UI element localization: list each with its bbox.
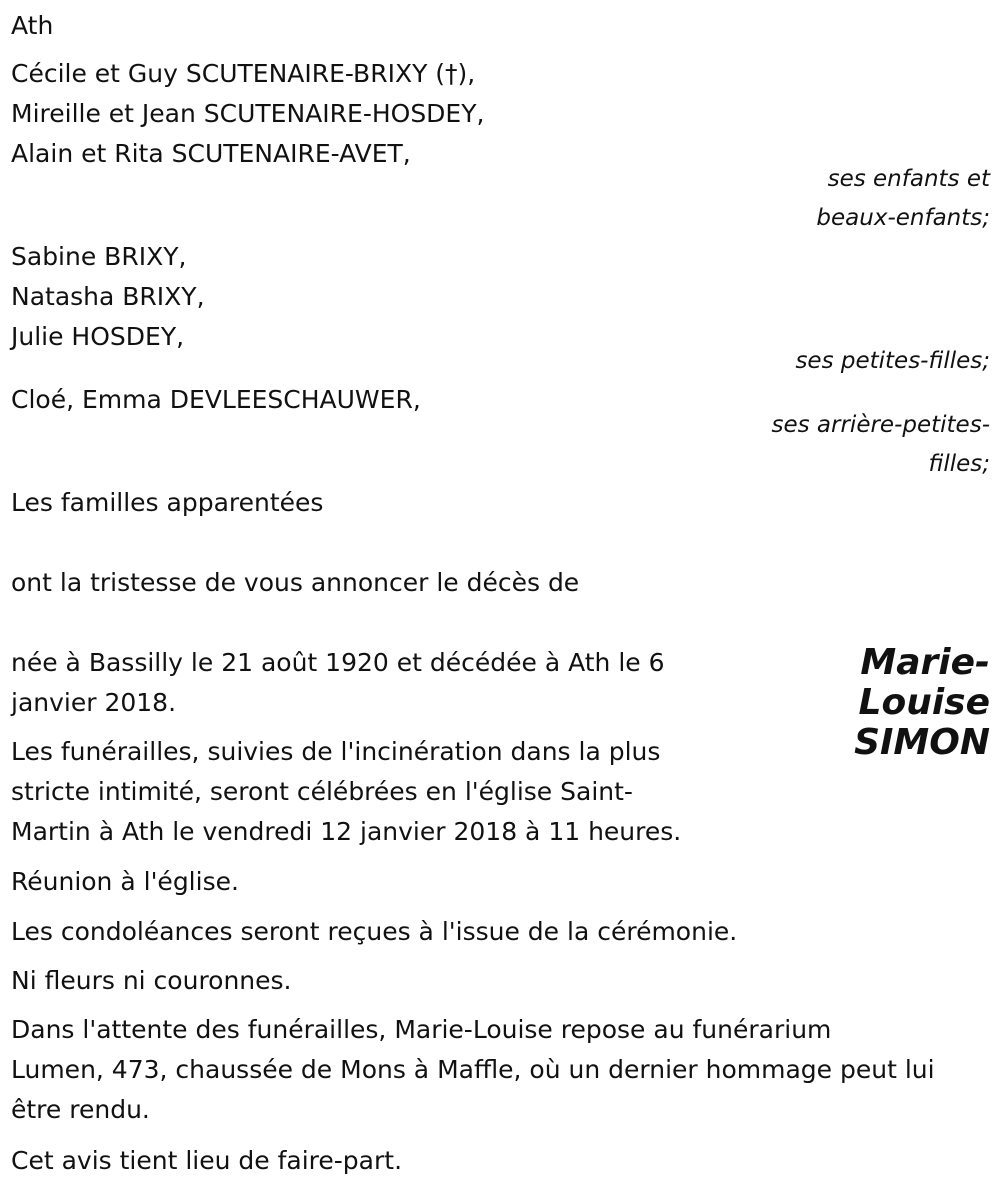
children-line: Alain et Rita SCUTENAIRE-AVET,: [11, 139, 411, 168]
location: Ath: [11, 11, 54, 40]
granddaughters-role: ses petites-filles;: [795, 348, 990, 374]
children-line: Cécile et Guy SCUTENAIRE-BRIXY (†),: [11, 59, 476, 88]
notice-line: Cet avis tient lieu de faire-part.: [11, 1146, 403, 1175]
granddaughter-line: Julie HOSDEY,: [11, 322, 185, 351]
birth-death-line: janvier 2018.: [11, 688, 177, 717]
children-role: ses enfants et: [827, 166, 990, 192]
great-granddaughters-role: filles;: [928, 451, 990, 477]
announcement-line: ont la tristesse de vous annoncer le décès de: [11, 568, 580, 597]
granddaughter-line: Sabine BRIXY,: [11, 242, 187, 271]
great-granddaughters-role: ses arrière-petites-: [771, 412, 990, 438]
deceased-name-part: SIMON: [854, 722, 990, 763]
viewing-line: Dans l'attente des funérailles, Marie-Louise repose au funérarium: [11, 1015, 832, 1044]
flowers-line: Ni fleurs ni couronnes.: [11, 966, 292, 995]
birth-death-line: née à Bassilly le 21 août 1920 et décédée à Ath le 6: [11, 648, 665, 677]
condolences-line: Les condoléances seront reçues à l'issue de la cérémonie.: [11, 917, 738, 946]
deceased-name: [790, 643, 990, 763]
deceased-name-part: Marie-: [860, 642, 990, 683]
viewing-line: Lumen, 473, chaussée de Mons à Maffle, où un dernier hommage peut lui: [11, 1055, 935, 1084]
children-line: Mireille et Jean SCUTENAIRE-HOSDEY,: [11, 99, 485, 128]
meeting-line: Réunion à l'église.: [11, 867, 239, 896]
deceased-name-part: Louise: [858, 682, 990, 723]
funeral-line: stricte intimité, seront célébrées en l'église Saint-: [11, 777, 633, 806]
children-role: beaux-enfants;: [816, 205, 990, 231]
granddaughter-line: Natasha BRIXY,: [11, 282, 205, 311]
viewing-line: être rendu.: [11, 1095, 150, 1124]
families-line: Les familles apparentées: [11, 488, 324, 517]
great-granddaughters-line: Cloé, Emma DEVLEESCHAUWER,: [11, 385, 421, 414]
funeral-line: Martin à Ath le vendredi 12 janvier 2018 à 11 heures.: [11, 817, 682, 846]
funeral-line: Les funérailles, suivies de l'incinération dans la plus: [11, 737, 661, 766]
